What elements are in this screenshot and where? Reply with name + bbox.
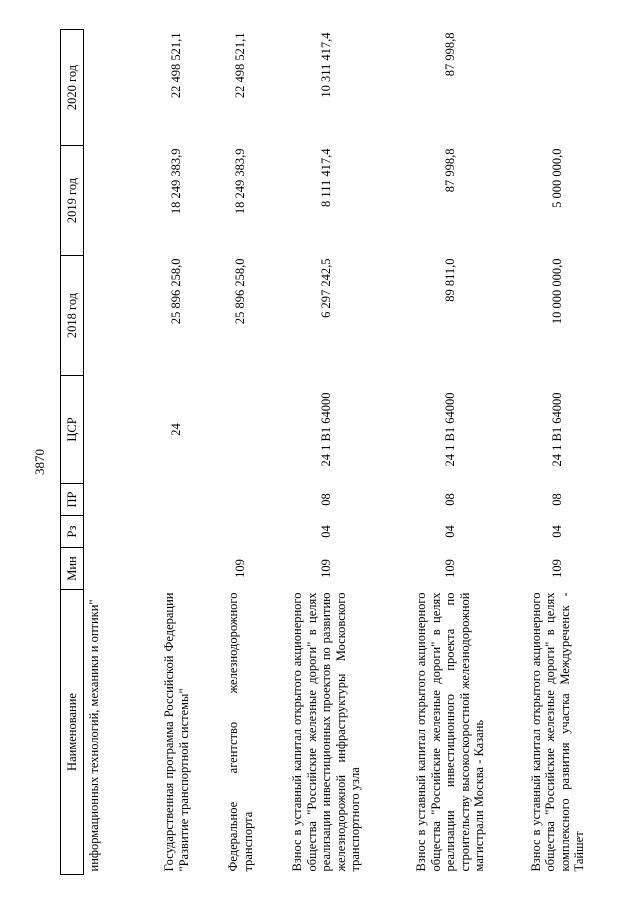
header-2019: 2019 год — [61, 146, 84, 256]
row-2018 — [84, 256, 142, 376]
row-min: 109 — [233, 559, 248, 578]
row-2019: 8 111 417,4 — [319, 148, 334, 207]
row-name: Государственная программа Российской Федерации "Развитие транспортной системы" — [162, 592, 191, 872]
row-csr: 24 1 B1 64000 — [443, 392, 458, 467]
row-min — [142, 548, 212, 590]
row-pr — [142, 484, 212, 516]
row-2018: 6 297 242,5 — [319, 258, 334, 318]
row-2020: 87 998,8 — [443, 32, 458, 77]
row-2019: 18 249 383,9 — [169, 148, 184, 215]
table-row — [270, 30, 384, 875]
row-rz: 04 — [443, 525, 458, 538]
page-number — [28, 442, 52, 482]
row-rz — [212, 516, 270, 548]
row-csr: 24 1 B1 64000 — [550, 392, 565, 467]
row-min — [84, 548, 142, 590]
row-2019: 5 000 000,0 — [550, 148, 565, 208]
row-2020: 22 498 521,1 — [233, 32, 248, 99]
row-pr: 08 — [443, 493, 458, 506]
row-2019: 18 249 383,9 — [233, 148, 248, 215]
table-header-row — [61, 30, 84, 875]
table-row — [142, 30, 212, 875]
row-2019: 87 998,8 — [443, 148, 458, 193]
table-row — [384, 30, 518, 875]
rotated-page — [60, 30, 620, 875]
row-rz — [142, 516, 212, 548]
page-number-text: 3870 — [32, 449, 47, 475]
row-name: Взнос в уставный капитал открытого акционерного общества "Российские железные дороги" в целях комплексного развития участка Междуреченск - Тайшет — [528, 592, 586, 872]
header-csr: ЦСР — [61, 376, 84, 484]
table-row — [212, 30, 270, 875]
table-row — [518, 30, 598, 875]
header-rz: Рз — [61, 516, 84, 548]
row-2018: 25 896 258,0 — [233, 258, 248, 325]
row-min: 109 — [319, 559, 334, 578]
row-csr — [84, 376, 142, 484]
row-name: Федеральное агентство железнодорожного транспорта — [226, 592, 255, 872]
table-row — [84, 30, 142, 875]
row-2020: 10 311 417,4 — [319, 32, 334, 98]
row-csr — [212, 376, 270, 484]
row-rz — [84, 516, 142, 548]
row-rz: 04 — [319, 525, 334, 538]
row-2020: 22 498 521,1 — [169, 32, 184, 99]
row-2020 — [518, 30, 598, 146]
row-pr — [84, 484, 142, 516]
row-pr: 08 — [319, 493, 334, 506]
header-name: Наименование — [61, 590, 84, 875]
row-pr — [212, 484, 270, 516]
row-csr: 24 1 B1 64000 — [319, 392, 334, 467]
header-min: Мин — [61, 548, 84, 590]
header-2018: 2018 год — [61, 256, 84, 376]
row-2018: 89 811,0 — [443, 258, 458, 302]
row-min: 109 — [443, 559, 458, 578]
row-name: Взнос в уставный капитал открытого акционерного общества "Российские железные дороги" в целях реализации инвестиционных проектов по развитию железнодорожной инфраструктуры Московского транспортного узла — [290, 592, 363, 872]
row-pr: 08 — [550, 493, 565, 506]
row-csr: 24 — [169, 423, 184, 436]
row-2018: 25 896 258,0 — [169, 258, 184, 325]
row-2020 — [84, 30, 142, 146]
row-2018: 10 000 000,0 — [550, 258, 565, 325]
budget-table — [60, 29, 598, 875]
header-pr: ПР — [61, 484, 84, 516]
row-name: Взнос в уставный капитал открытого акционерного общества "Российские железные дороги" в целях реализации инвестиционного проекта по строительству высокоскоростной железнодорожной магистрали Москва - Казань — [414, 592, 487, 872]
row-min: 109 — [550, 559, 565, 578]
row-name: информационных технологий, механики и оптики" — [87, 599, 101, 872]
header-2020: 2020 год — [61, 30, 84, 146]
row-rz: 04 — [550, 525, 565, 538]
row-2019 — [84, 146, 142, 256]
